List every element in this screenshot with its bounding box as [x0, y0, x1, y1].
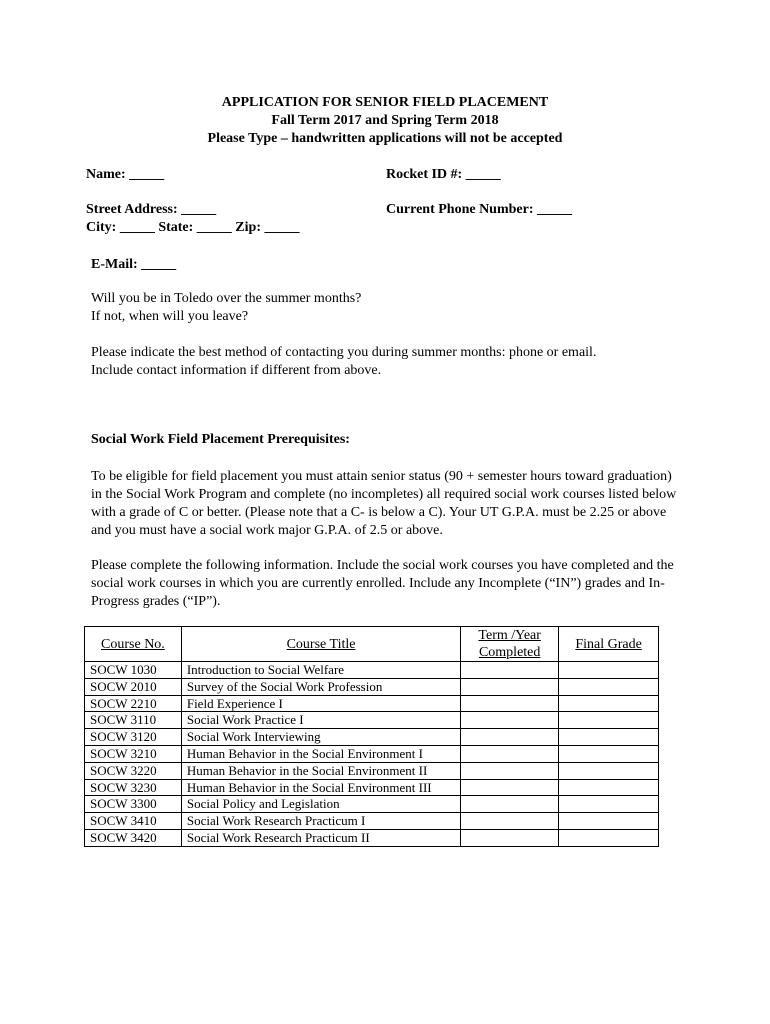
header-course-no: Course No.	[85, 627, 182, 662]
leave-question: If not, when will you leave?	[91, 309, 249, 324]
final-grade-input[interactable]	[559, 762, 659, 779]
course-title-cell: Field Experience I	[181, 695, 460, 712]
course-title-cell: Human Behavior in the Social Environment I	[181, 745, 460, 762]
course-no-cell: SOCW 3110	[85, 712, 182, 729]
course-no-cell: SOCW 3420	[85, 829, 182, 846]
term-year-input[interactable]	[461, 779, 559, 796]
final-grade-input[interactable]	[559, 813, 659, 830]
rocket-id-field[interactable]: Rocket ID #: _____	[386, 167, 501, 182]
form-title: APPLICATION FOR SENIOR FIELD PLACEMENT	[221, 95, 549, 110]
table-row	[85, 729, 659, 746]
term-year-input[interactable]	[461, 762, 559, 779]
course-no-cell: SOCW 3410	[85, 813, 182, 830]
term-year-input[interactable]	[461, 745, 559, 762]
contact-info-note: Include contact information if different from above.	[91, 363, 382, 378]
header-term-year: Term /Year Completed	[461, 627, 559, 662]
course-title-cell: Social Policy and Legislation	[181, 796, 460, 813]
prereq-paragraph: To be eligible for field placement you must attain senior status (90 + semester hours toward graduation) in the Social Work Program and complete (no incompletes) all required social work courses listed below with a grade of C or better. (Please note that a C- is below a C). Your UT G.P.A. must be 2.25 or above and you must have a social work major G.P.A. of 2.5 or above.	[91, 469, 677, 538]
toledo-question: Will you be in Toledo over the summer months?	[91, 291, 362, 306]
prereq-heading: Social Work Field Placement Prerequisites:	[91, 432, 350, 447]
city-state-zip-field[interactable]: City: _____ State: _____ Zip: _____	[86, 220, 300, 235]
table-row	[85, 829, 659, 846]
term-year-input[interactable]	[461, 695, 559, 712]
term-year-input[interactable]	[461, 662, 559, 679]
course-table	[84, 626, 659, 847]
course-no-cell: SOCW 3300	[85, 796, 182, 813]
final-grade-input[interactable]	[559, 712, 659, 729]
form-notice: Please Type – handwritten applications will not be accepted	[207, 131, 563, 146]
term-year-input[interactable]	[461, 729, 559, 746]
course-title-cell: Social Work Research Practicum I	[181, 813, 460, 830]
email-field[interactable]: E-Mail: _____	[91, 257, 177, 272]
final-grade-input[interactable]	[559, 695, 659, 712]
final-grade-input[interactable]	[559, 745, 659, 762]
final-grade-input[interactable]	[559, 662, 659, 679]
course-title-cell: Human Behavior in the Social Environment III	[181, 779, 460, 796]
course-no-cell: SOCW 3210	[85, 745, 182, 762]
course-table-header	[85, 627, 659, 662]
term-year-input[interactable]	[461, 829, 559, 846]
term-year-input[interactable]	[461, 796, 559, 813]
table-row	[85, 745, 659, 762]
table-row	[85, 712, 659, 729]
course-no-cell: SOCW 2210	[85, 695, 182, 712]
course-no-cell: SOCW 3220	[85, 762, 182, 779]
final-grade-input[interactable]	[559, 779, 659, 796]
table-row	[85, 813, 659, 830]
table-row	[85, 779, 659, 796]
term-year-input[interactable]	[461, 712, 559, 729]
name-field[interactable]: Name: _____	[86, 167, 165, 182]
table-row	[85, 695, 659, 712]
header-course-title: Course Title	[181, 627, 460, 662]
course-title-cell: Survey of the Social Work Profession	[181, 678, 460, 695]
phone-number-field[interactable]: Current Phone Number: _____	[386, 202, 573, 217]
course-title-cell: Social Work Practice I	[181, 712, 460, 729]
course-title-cell: Introduction to Social Welfare	[181, 662, 460, 679]
final-grade-input[interactable]	[559, 678, 659, 695]
contact-method-question: Please indicate the best method of contacting you during summer months: phone or email.	[91, 345, 597, 360]
final-grade-input[interactable]	[559, 796, 659, 813]
header-final-grade: Final Grade	[559, 627, 659, 662]
course-no-cell: SOCW 3230	[85, 779, 182, 796]
course-no-cell: SOCW 2010	[85, 678, 182, 695]
street-address-field[interactable]: Street Address: _____	[86, 202, 217, 217]
form-term: Fall Term 2017 and Spring Term 2018	[271, 113, 499, 128]
course-title-cell: Social Work Interviewing	[181, 729, 460, 746]
table-row	[85, 678, 659, 695]
table-row	[85, 762, 659, 779]
table-row	[85, 662, 659, 679]
course-no-cell: SOCW 3120	[85, 729, 182, 746]
final-grade-input[interactable]	[559, 729, 659, 746]
instructions-paragraph: Please complete the following information. Include the social work courses you have completed and the social work courses in which you are currently enrolled. Include any Incomplete (“IN”) grades and In-Progress grades (“IP”).	[91, 558, 674, 609]
term-year-input[interactable]	[461, 678, 559, 695]
course-title-cell: Human Behavior in the Social Environment II	[181, 762, 460, 779]
final-grade-input[interactable]	[559, 829, 659, 846]
course-no-cell: SOCW 1030	[85, 662, 182, 679]
term-year-input[interactable]	[461, 813, 559, 830]
table-row	[85, 796, 659, 813]
course-title-cell: Social Work Research Practicum II	[181, 829, 460, 846]
